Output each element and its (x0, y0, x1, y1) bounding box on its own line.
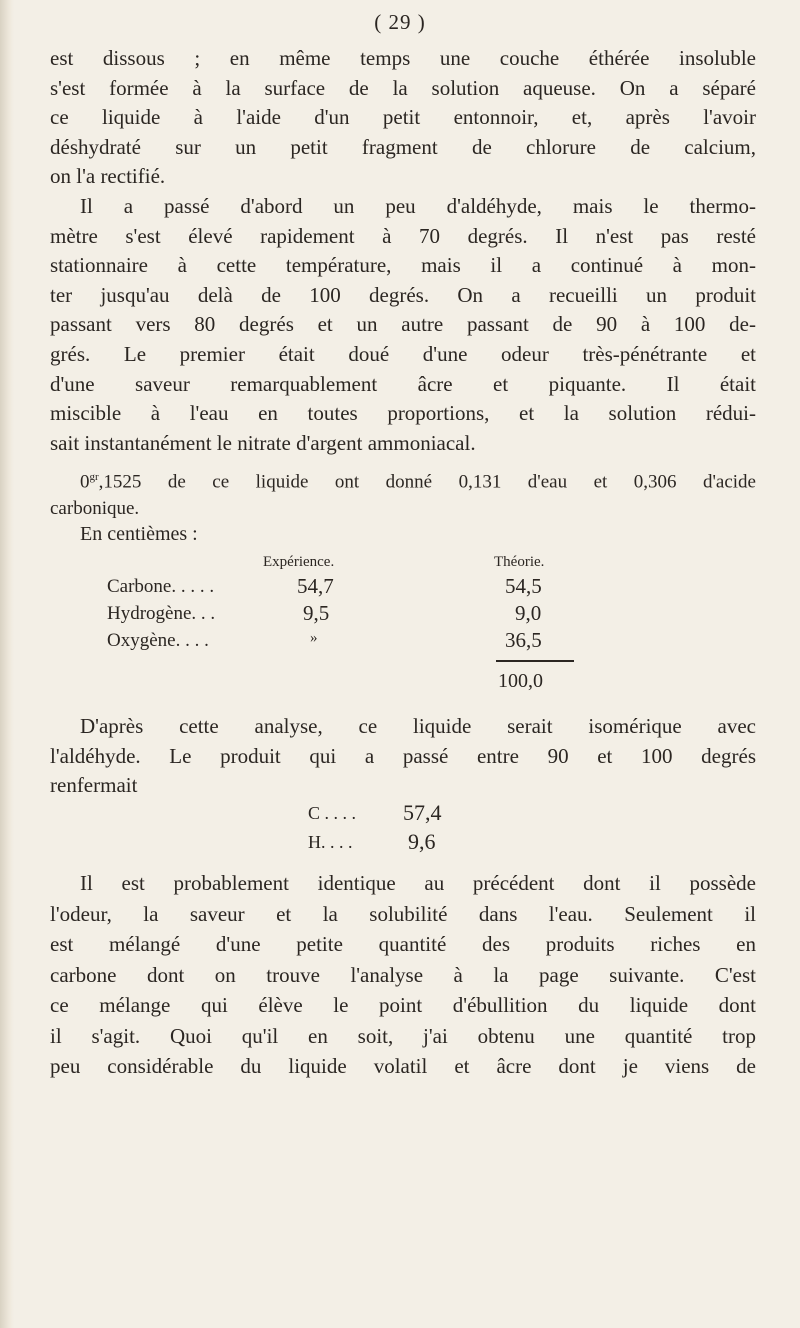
centiemes-label (50, 520, 756, 550)
text-line: sait instantanément le nitrate d'argent ammoniacal. (50, 430, 476, 455)
column-header-theorie: Théorie. (494, 554, 545, 570)
table-row-label: Carbone. . . . . (107, 576, 215, 597)
text-line: ter jusqu'au delà de 100 degrés. On a recueilli un produit (50, 282, 756, 307)
text-line: stationnaire à cette température, mais il a continué à mon- (50, 253, 756, 278)
paragraph-1 (50, 44, 756, 192)
column-header-experience: Expérience. (263, 554, 335, 570)
paragraph-4 (50, 868, 756, 1082)
table-cell-experience: 54,7 (297, 574, 334, 598)
table2-label: H. . . . (308, 832, 353, 852)
table-cell-experience: » (310, 630, 318, 646)
table2-value: 9,6 (408, 829, 436, 854)
text-line: Il est probablement identique au précédent dont il possède (80, 871, 756, 895)
table-row-label: Oxygène. . . . (107, 630, 209, 651)
text-line: miscible à l'eau en toutes proportions, et la solution rédui- (50, 401, 756, 426)
analysis-statement (50, 464, 756, 522)
text-line (50, 464, 756, 495)
text-line: mètre s'est élevé rapidement à 70 degrés. Il n'est pas resté (50, 223, 756, 248)
table2-label: C . . . . (308, 803, 357, 823)
text-line: grés. Le premier était doué d'une odeur très-pénétrante et (50, 341, 756, 366)
text-line: on l'a rectifié. (50, 164, 166, 189)
text-line: D'après cette analyse, ce liquide serait isomérique avec (80, 714, 756, 738)
text-line: l'aldéhyde. Le produit qui a passé entre 90 et 100 degrés (50, 743, 756, 768)
table-total: 100,0 (498, 670, 543, 692)
text-line: s'est formée à la surface de la solution aqueuse. On a séparé (50, 75, 756, 100)
text-line: carbone dont on trouve l'analyse à la page suivante. C'est (50, 962, 756, 987)
table-cell-experience: 9,5 (303, 601, 330, 625)
table-cell-theorie: 9,0 (515, 601, 542, 625)
page-number: ( 29 ) (374, 10, 426, 34)
unit-superscript: gr (89, 471, 99, 483)
text-line: ce mélange qui élève le point d'ébullition du liquide dont (50, 993, 756, 1017)
text-line: l'odeur, la saveur et la solubilité dans l'eau. Seulement il (50, 901, 756, 926)
paragraph-2 (50, 192, 756, 458)
text-line: est dissous ; en même temps une couche éthérée insoluble (50, 46, 756, 70)
text-line: passant vers 80 degrés et un autre passant de 90 à 100 de- (50, 312, 756, 337)
mass-value: 0 (80, 471, 90, 493)
text-line: déshydraté sur un petit fragment de chlorure de calcium, (50, 134, 756, 159)
paragraph-3 (50, 712, 756, 801)
text-line: carbonique. (50, 498, 140, 520)
text-line: peu considérable du liquide volatil et âcre dont je viens de (50, 1054, 756, 1078)
page-edge-shadow (0, 0, 14, 1328)
table-row-label: Hydrogène. . . (107, 603, 216, 624)
total-rule (496, 660, 574, 662)
text-line: renfermait (50, 773, 138, 798)
text-line: d'une saveur remarquablement âcre et piquante. Il était (50, 371, 756, 396)
table-cell-theorie: 54,5 (505, 574, 542, 598)
text-line: Il a passé d'abord un peu d'aldéhyde, mais le thermo- (80, 194, 756, 218)
text-line: ce liquide à l'aide d'un petit entonnoir, et, après l'avoir (50, 105, 756, 130)
table-cell-theorie: 36,5 (505, 628, 542, 652)
text-line: est mélangé d'une petite quantité des produits riches en (50, 932, 756, 956)
table2-value: 57,4 (403, 800, 442, 825)
text-line: il s'agit. Quoi qu'il en soit, j'ai obtenu une quantité trop (50, 1023, 756, 1048)
text-line: En centièmes : (80, 523, 198, 545)
analysis-text: ,1525 de ce liquide ont donné 0,131 d'eau et 0,306 d'acide (98, 471, 756, 493)
